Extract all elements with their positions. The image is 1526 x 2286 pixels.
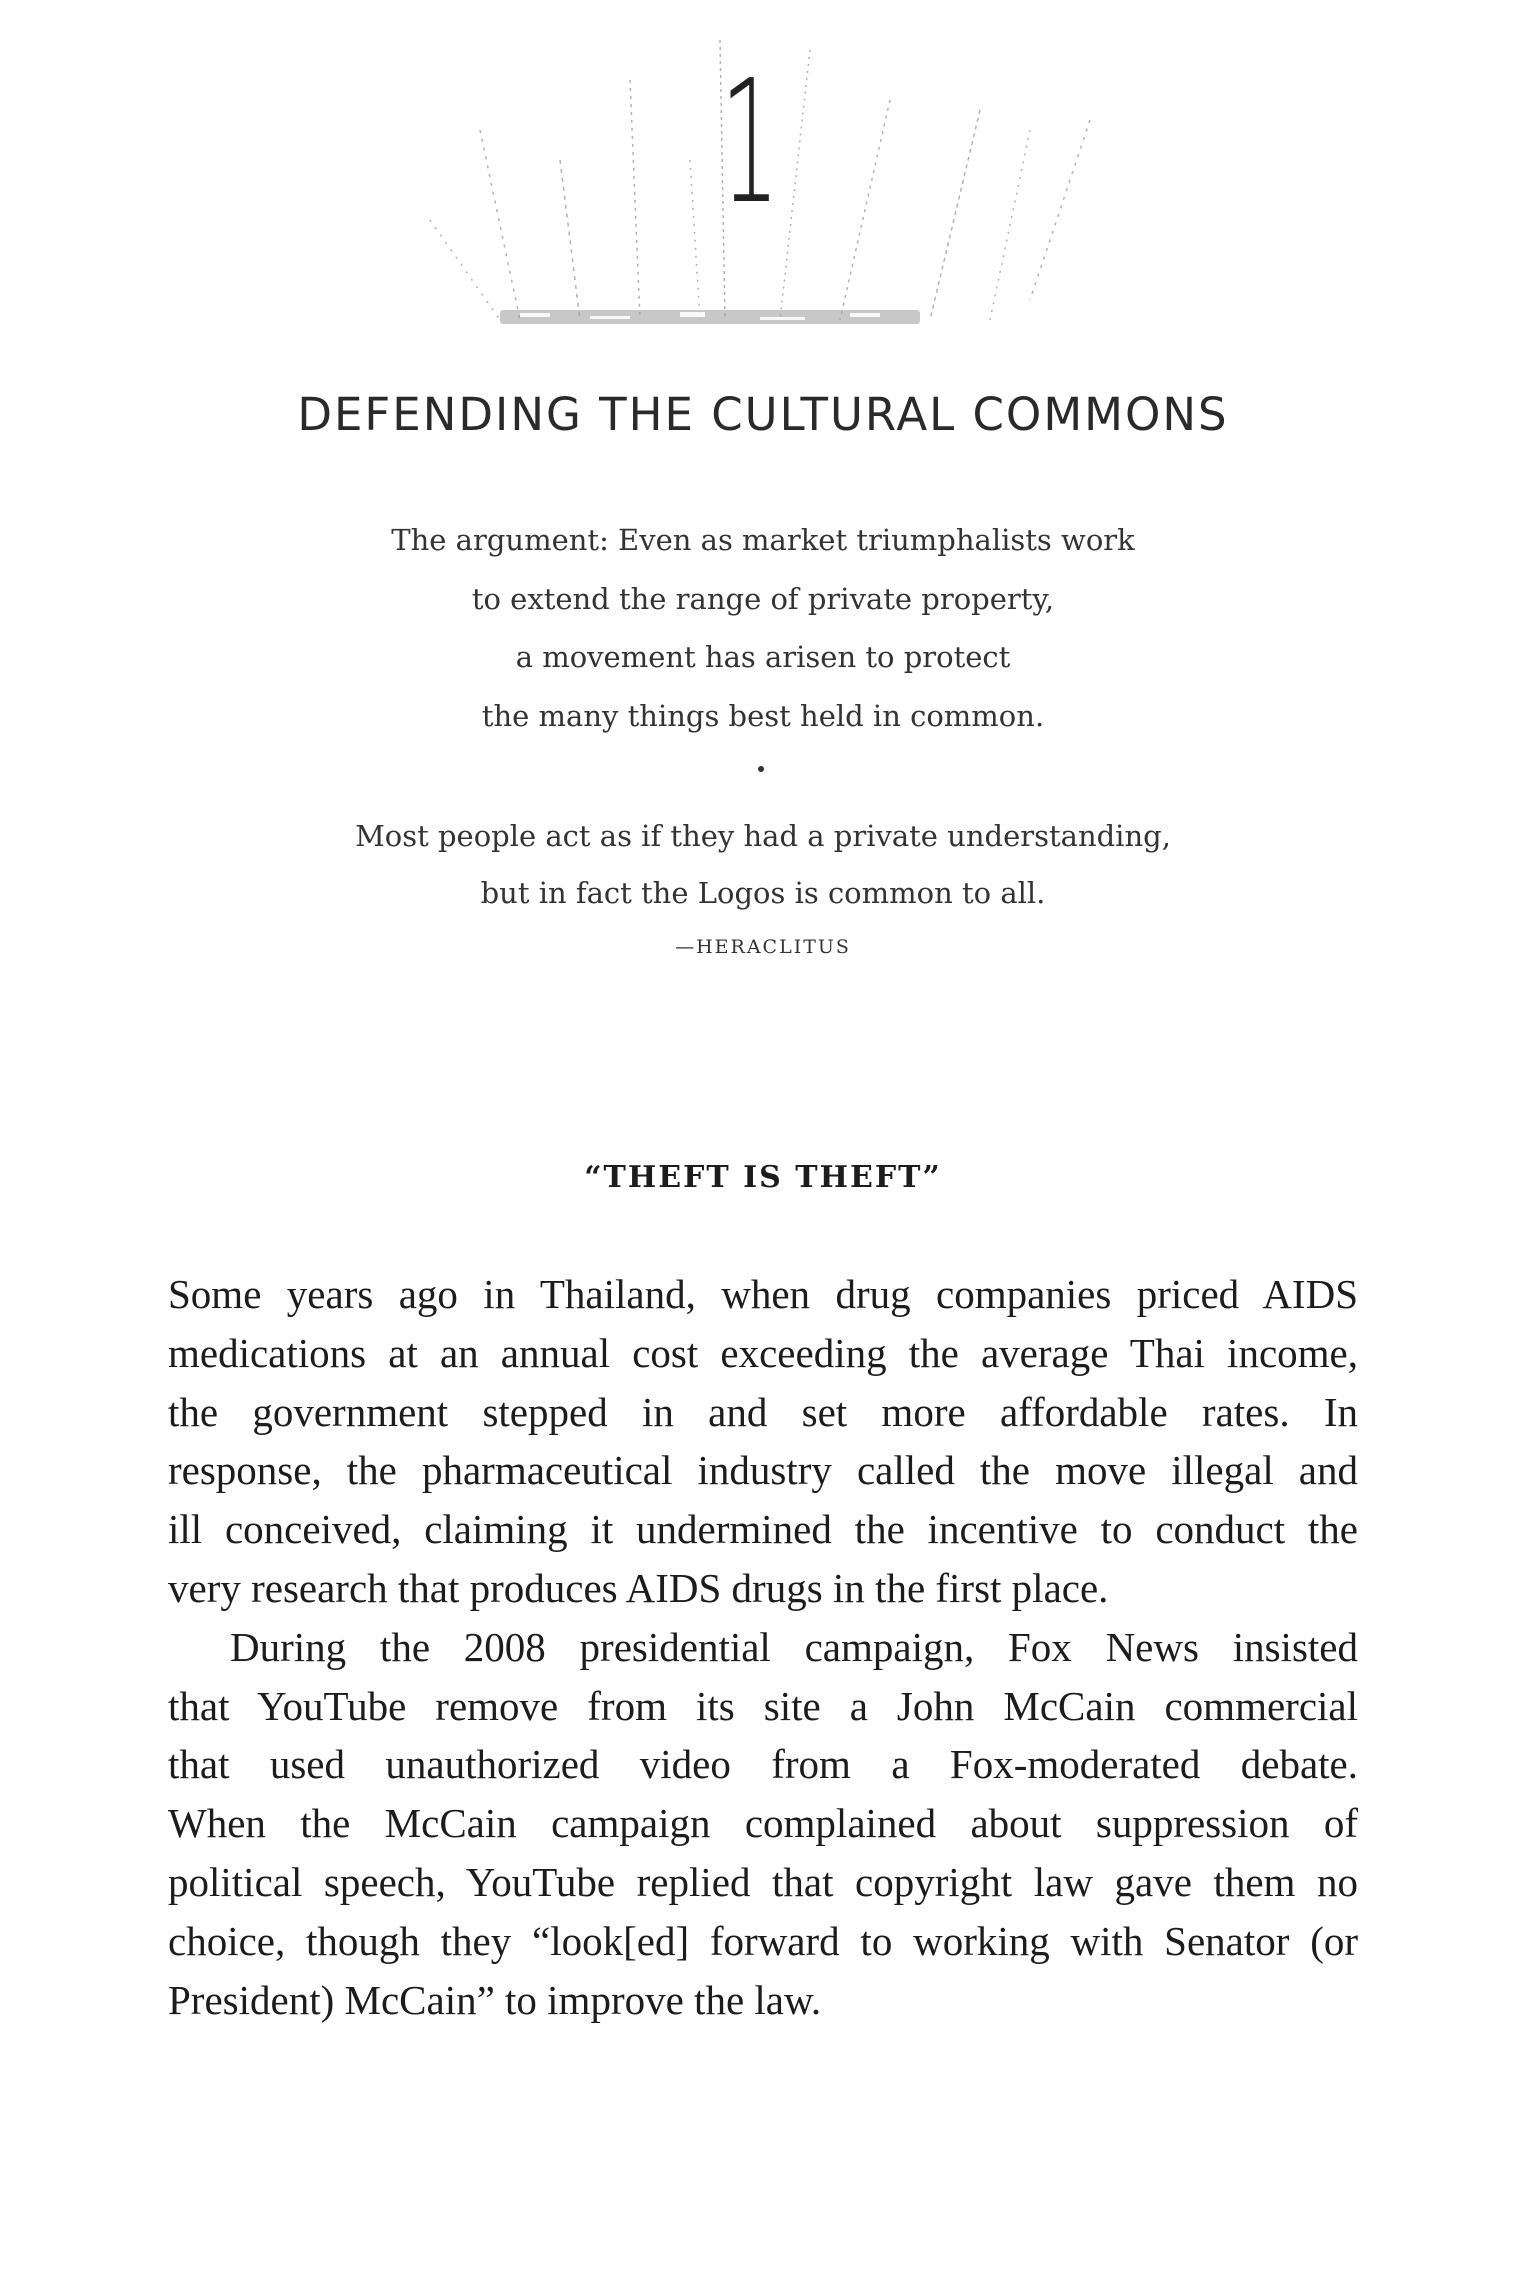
body-line: During the 2008 presidential campaign, Fox News insisted [230, 1623, 1358, 1670]
body-line: ill conceived, claiming it undermined the incentive to conduct the [168, 1506, 1358, 1553]
epigraph-attribution: —HERACLITUS [675, 936, 851, 958]
body-line: very research that produces AIDS drugs in the first place. [168, 1564, 1109, 1611]
chapter-title: DEFENDING THE CULTURAL COMMONS [297, 388, 1229, 441]
body-line: response, the pharmaceutical industry called the move illegal and [168, 1447, 1358, 1494]
separator-bullet-icon [758, 766, 764, 772]
epigraph [0, 808, 1526, 922]
chapter-argument [0, 511, 1526, 745]
chapter-ornament [330, 20, 1200, 360]
body-line: President) McCain” to improve the law. [168, 1976, 822, 2023]
body-line: that YouTube remove from its site a John McCain commercial [168, 1682, 1358, 1729]
chapter-number: 1 [720, 44, 780, 242]
body-text [168, 1265, 1358, 2029]
argument-line: the many things best held in common. [481, 698, 1045, 733]
argument-line: a movement has arisen to protect [515, 640, 1011, 674]
body-line: choice, though they “look[ed] forward to working with Senator (or [168, 1917, 1358, 1964]
epigraph-line: but in fact the Logos is common to all. [480, 876, 1046, 910]
body-line: that used unauthorized video from a Fox-moderated debate. [168, 1741, 1358, 1788]
section-heading: “THEFT IS THEFT” [584, 1160, 942, 1195]
body-line: When the McCain campaign complained about suppression of [168, 1800, 1358, 1847]
paragraph-1 [168, 1265, 1358, 1618]
body-line: Some years ago in Thailand, when drug companies priced AIDS [168, 1271, 1358, 1317]
body-line: the government stepped in and set more affordable rates. In [168, 1388, 1358, 1435]
body-line: political speech, YouTube replied that copyright law gave them no [168, 1858, 1358, 1905]
argument-line: to extend the range of private property, [471, 581, 1055, 616]
epigraph-line: Most people act as if they had a private understanding, [355, 819, 1171, 853]
argument-line: The argument: Even as market triumphalists work [391, 523, 1135, 557]
body-line: medications at an annual cost exceeding the average Thai income, [168, 1329, 1358, 1376]
paragraph-2 [168, 1618, 1358, 2030]
